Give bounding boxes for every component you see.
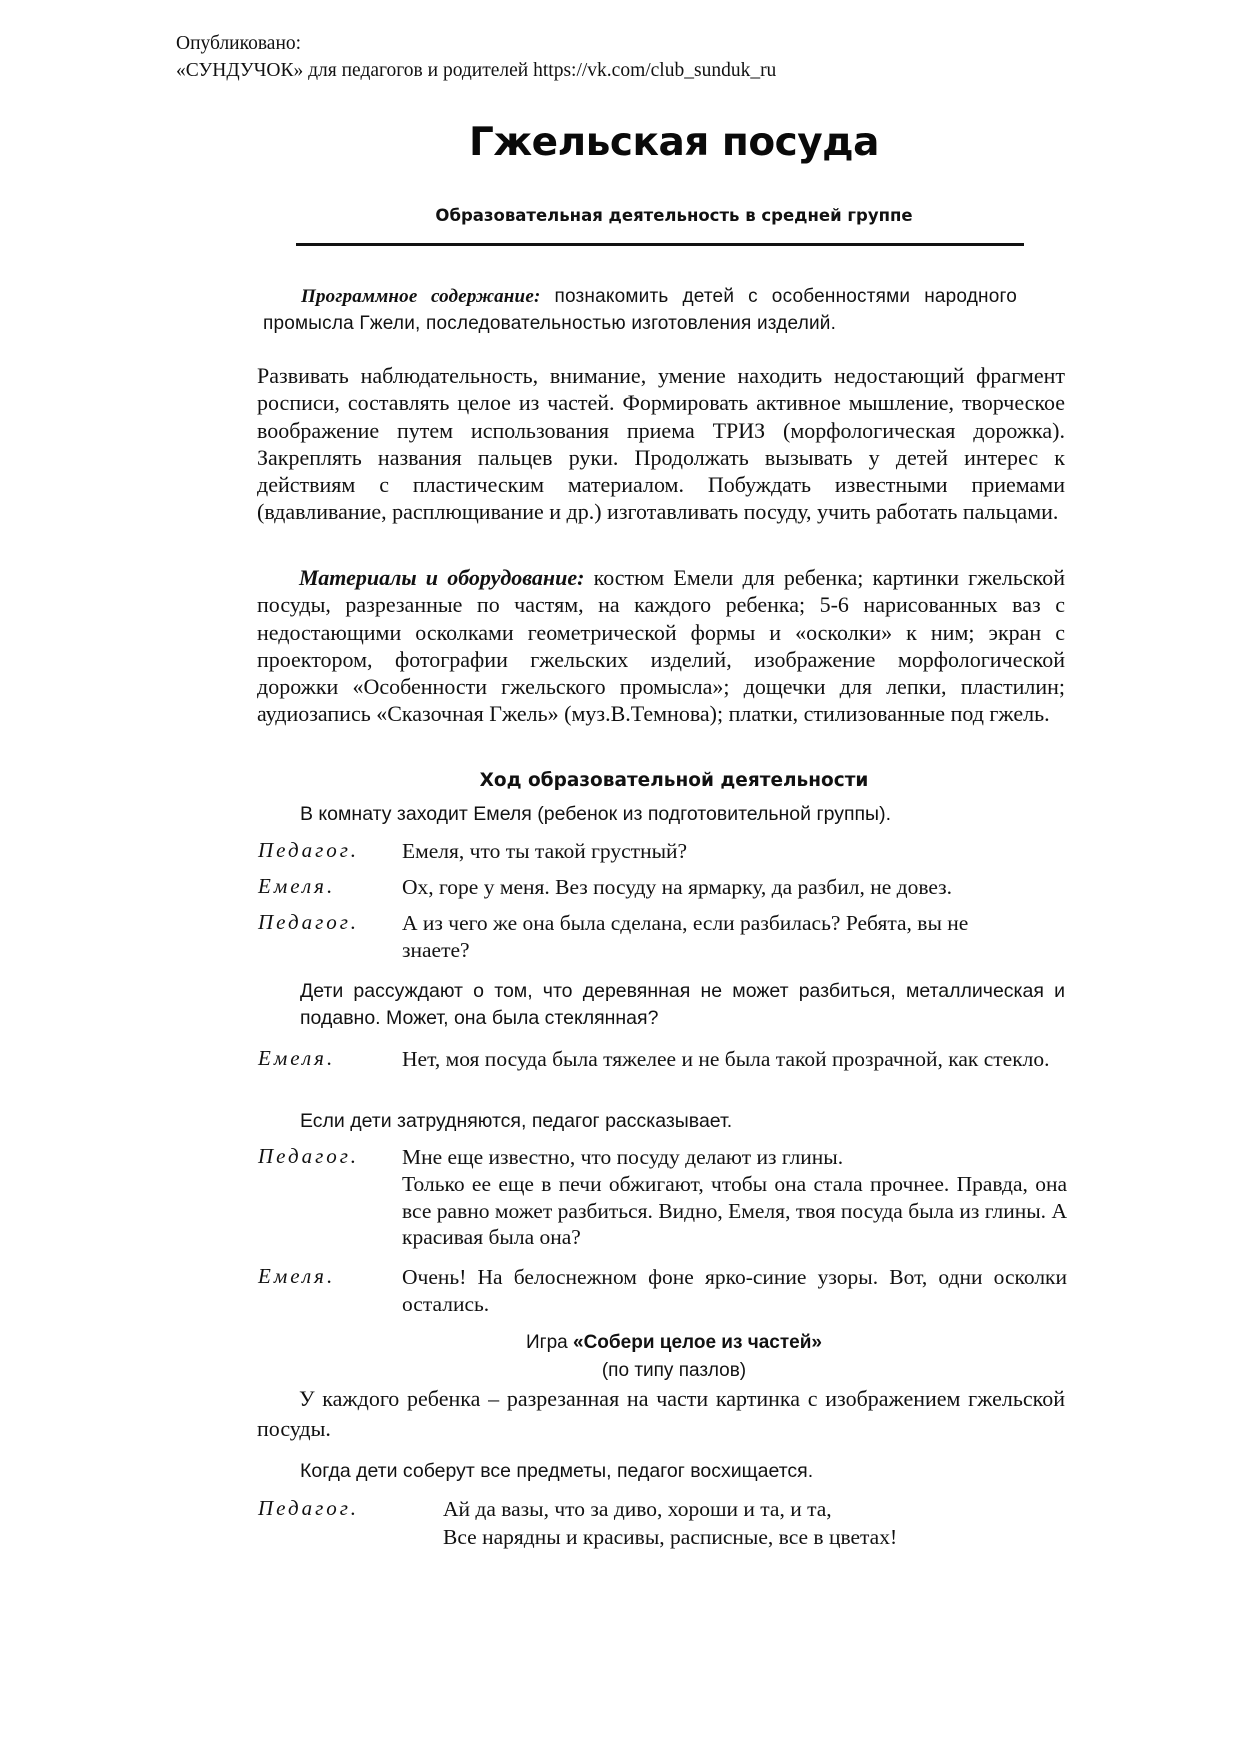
page-subtitle: Образовательная деятельность в средней группе xyxy=(435,206,913,225)
admire-note: Когда дети соберут все предметы, педагог восхищается. xyxy=(300,1460,814,1482)
materials-paragraph xyxy=(257,564,1065,728)
publication-note xyxy=(176,30,776,84)
materials-text: костюм Емели для ребенка; картинки гжельской посуды, разрезанные по частям, на каждого ребенка; 5-6 нарисованных ваз с недостающими осколками геометрической формы и «осколки» к ним; экран с проектором, фотографии гжельских изделий, изображение морфологической дорожки «Особенности гжельского промысла»; дощечки для лепки, пластилин; аудиозапись «Сказочная Гжель» (муз.В.Темнова); платки, стилизованные под гжель. xyxy=(257,565,1066,727)
dialogue-line: Мне еще известно, что посуду делают из глины. xyxy=(402,1145,844,1169)
publication-source: «СУНДУЧОК» для педагогов и родителей https://vk.com/club_sunduk_ru xyxy=(176,60,777,81)
publication-label: Опубликовано: xyxy=(176,33,302,54)
dialogue-speaker: Педагог. xyxy=(258,910,359,934)
children-note: Дети рассуждают о том, что деревянная не может разбиться, металлическая и подавно. Может, она была стеклянная? xyxy=(300,980,1065,1029)
section-heading: Ход образовательной деятельности xyxy=(479,770,869,791)
poem-line: Ай да вазы, что за диво, хороши и та, и та, xyxy=(443,1497,832,1521)
dialogue-line: Емеля, что ты такой грустный? xyxy=(402,839,688,863)
game-heading xyxy=(0,1332,1240,1354)
dialogue-line: Только ее еще в печи обжигают, чтобы она стала прочнее. Правда, она все равно может разбиться. Видно, Емеля, твоя посуда была из глины. А красивая была она? xyxy=(402,1172,1067,1249)
game-note: (по типу пазлов) xyxy=(601,1360,747,1381)
dialogue-line: Нет, моя посуда была тяжелее и не была такой прозрачной, как стекло. xyxy=(402,1047,1050,1071)
dialogue-speaker: Педагог. xyxy=(258,1496,359,1520)
dialogue-speaker: Педагог. xyxy=(258,1144,359,1168)
game-paragraph: У каждого ребенка – разрезанная на части картинка с изображением гжельской посуды. xyxy=(257,1386,1065,1441)
goals-paragraph: Развивать наблюдательность, внимание, умение находить недостающий фрагмент росписи, составлять целое из частей. Формировать активное мышление, творческое воображение путем использования приема ТРИЗ (морфологическая дорожка). Закреплять названия пальцев руки. Продолжать вызывать у детей интерес к действиям с пластическим материалом. Побуждать известными приемами (вдавливание, расплющивание и др.) изготавливать посуду, учить работать пальцами. xyxy=(257,363,1065,525)
dialogue-line: А из чего же она была сделана, если разбилась? Ребята, вы не знаете? xyxy=(402,911,969,962)
program-text: познакомить детей с особенностями народного промысла Гжели, последовательностью изготовления изделий. xyxy=(263,286,1017,334)
program-content xyxy=(263,283,1017,337)
intro-note: В комнату заходит Емеля (ребенок из подготовительной группы). xyxy=(300,803,891,825)
game-prefix: Игра xyxy=(526,1332,574,1353)
dialogue-line: Ох, горе у меня. Вез посуду на ярмарку, да разбил, не довез. xyxy=(402,875,953,899)
page-title: Гжельская посуда xyxy=(469,120,879,165)
teacher-note: Если дети затрудняются, педагог рассказывает. xyxy=(300,1110,733,1132)
dialogue-line: Очень! На белоснежном фоне ярко-синие узоры. Вот, одни осколки остались. xyxy=(402,1265,1067,1316)
dialogue-speaker: Емеля. xyxy=(258,1264,336,1288)
title-divider xyxy=(296,243,1024,246)
materials-lead: Материалы и оборудование: xyxy=(299,565,585,590)
program-lead: Программное содержание: xyxy=(301,286,541,307)
game-name: «Собери целое из частей» xyxy=(573,1332,822,1353)
poem-line: Все нарядны и красивы, расписные, все в цветах! xyxy=(443,1525,898,1549)
dialogue-speaker: Педагог. xyxy=(258,838,359,862)
dialogue-speaker: Емеля. xyxy=(258,1046,336,1070)
dialogue-speaker: Емеля. xyxy=(258,874,336,898)
